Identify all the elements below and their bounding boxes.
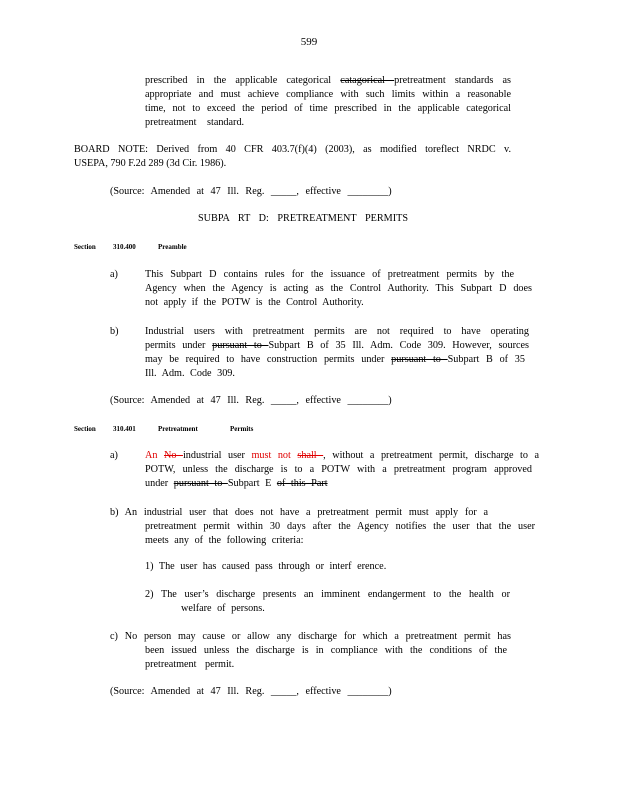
section-title: Preamble [158,243,187,251]
text-run: under [145,478,174,489]
paragraph-line: not apply if the POTW is the Control Authority. [145,297,364,308]
deleted-text: catagorical [340,75,395,86]
text-run: may be required to have construction permits under [145,354,392,365]
text-run: pretreatment standards as [394,75,511,86]
list-item-continued: welfare of persons. [181,603,265,614]
paragraph-line: POTW, unless the discharge is to a POTW with a pretreatment program approved [145,464,532,475]
deleted-text: of this Part [276,478,328,489]
source-note: (Source: Amended at 47 Ill. Reg. _____, effective ________) [110,395,392,406]
section-number: 310.401 [113,425,136,433]
deleted-text: pursuant to [212,340,269,351]
paragraph-line: been issued unless the discharge is in compliance with the conditions of the [145,645,507,656]
section-label: Section [74,425,96,433]
deleted-text: No [163,450,183,461]
board-note-line: USEPA, 790 F.2d 289 (3d Cir. 1986). [74,158,227,169]
deleted-text: shall [297,450,324,461]
text-run: prescribed in the applicable categorical [145,75,341,86]
inserted-text: must not [251,450,298,461]
paragraph-line: pretreatment permit within 30 days after the Agency notifies the user that the user [145,521,535,532]
deleted-text: pursuant to [391,354,448,365]
inserted-text: An [145,450,164,461]
section-number: 310.400 [113,243,136,251]
subpart-title: SUBPA RT D: PRETREATMENT PERMITS [198,213,409,224]
paragraph-line: pretreatment standard. [145,117,245,128]
paragraph-line: pretreatment permit. [145,659,235,670]
text-run: Subpart E [227,478,277,489]
deleted-text: pursuant to [173,478,228,489]
section-title: Pretreatment [158,425,198,433]
text-run: Subpart B of 35 Ill. Adm. Code 309. However, sources [268,340,529,351]
source-note: (Source: Amended at 47 Ill. Reg. _____, effective ________) [110,186,392,197]
item-marker: a) [110,269,118,280]
paragraph-line: appropriate and must achieve compliance with such limits within a reasonable [145,89,511,100]
paragraph-line: Agency when the Agency is acting as the Control Authority. This Subpart D does [145,283,532,294]
text-run: permits under [145,340,213,351]
text-run: industrial user [182,450,252,461]
paragraph-line: c) No person may cause or allow any discharge for which a pretreatment permit has [110,631,511,642]
page-number: 599 [300,36,318,48]
text-run: Subpart B of 35 [447,354,525,365]
paragraph-line [145,353,525,366]
paragraph-line: b) An industrial user that does not have a pretreatment permit must apply for a [110,507,488,518]
paragraph-line [145,74,511,87]
list-item: 1) The user has caused pass through or interf erence. [145,561,387,572]
text-run: , without a pretreatment permit, discharge to a [323,450,539,461]
paragraph-line [145,339,529,352]
paragraph-line: This Subpart D contains rules for the issuance of pretreatment permits by the [145,269,514,280]
source-note: (Source: Amended at 47 Ill. Reg. _____, effective ________) [110,686,392,697]
paragraph-line: Ill. Adm. Code 309. [145,368,235,379]
paragraph-line: Industrial users with pretreatment permits are not required to have operating [145,326,529,337]
board-note-line: BOARD NOTE: Derived from 40 CFR 403.7(f)(4) (2003), as modified toreflect NRDC v. [74,144,511,155]
section-label: Section [74,243,96,251]
item-marker: b) [110,326,119,337]
item-marker: a) [110,450,118,461]
paragraph-line [145,477,328,490]
list-item: 2) The user’s discharge presents an imminent endangerment to the health or [145,589,510,600]
paragraph-line: time, not to exceed the period of time prescribed in the applicable categorical [145,103,511,114]
paragraph-line: meets any of the following criteria: [145,535,304,546]
section-title-continued: Permits [230,425,254,433]
paragraph-line [145,449,539,462]
